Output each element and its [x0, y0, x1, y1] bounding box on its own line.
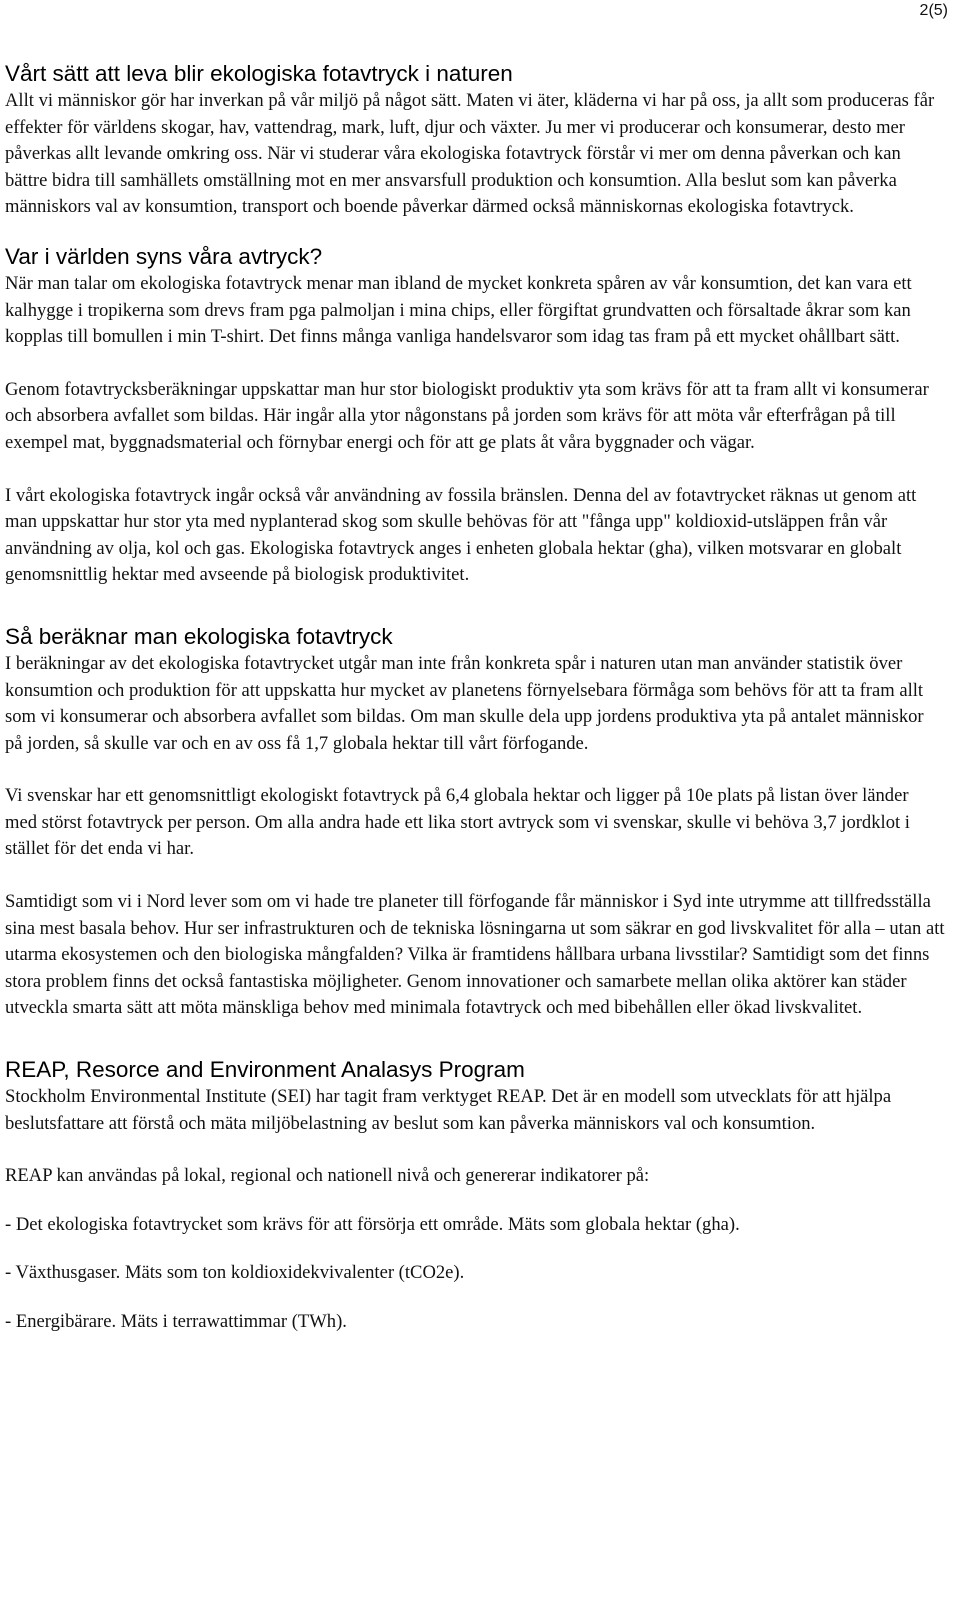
section-heading: Var i världen syns våra avtryck? — [5, 243, 323, 269]
paragraph: Vi svenskar har ett genomsnittligt ekologiskt fotavtryck på 6,4 globala hektar och ligger på 10e plats på listan över länder med störst fotavtryck per person. Om alla andra hade ett lika stort avtryck som vi svenskar, skulle vi behöva 3,7 jordklot i stället för det enda vi har. — [5, 785, 910, 860]
document-body — [5, 60, 945, 1336]
list-item: - Växthusgaser. Mäts som ton koldioxidekvivalenter (tCO2e). — [5, 1262, 465, 1284]
section-reap — [5, 1056, 945, 1336]
section-where-in-world — [5, 243, 945, 589]
section-heading: REAP, Resorce and Environment Analasys Program — [5, 1057, 525, 1083]
page-number: 2(5) — [919, 2, 948, 19]
section-heading: Vårt sätt att leva blir ekologiska fotavtryck i naturen — [5, 61, 513, 86]
list-item: - Energibärare. Mäts i terrawattimmar (TWh). — [5, 1311, 347, 1332]
paragraph: Allt vi människor gör har inverkan på vår miljö på något sätt. Maten vi äter, kläderna vi har på oss, ja allt som produceras får effekter för världens skogar, hav, vattendrag, mark, luft, djur och växter. Ju mer vi producerar och konsumerar, desto mer påverkas allt levande omkring oss. När vi studerar våra ekologiska fotavtryck förstår vi mer om denna påverkan och kan bättre bidra till samhällets omställning mot en mer ansvarsfull produktion och konsumtion. Alla beslut som kan påverka människors val av konsumtion, transport och boende påverkar därmed också människornas ekologiska fotavtryck. — [5, 90, 935, 218]
paragraph: I vårt ekologiska fotavtryck ingår också vår användning av fossila bränslen. Denna del av fotavtrycket räknas ut genom att man uppskattar hur stor yta med nyplanterad skog som skulle behövas för att "fånga upp" koldioxid-utsläppen från vår användning av olja, kol och gas. Ekologiska fotavtryck anges i enheten globala hektar (gha), vilken motsvarar en globalt genomsnittlig hektar med avseende på biologisk produktivitet. — [5, 484, 917, 586]
paragraph: När man talar om ekologiska fotavtryck menar man ibland de mycket konkreta spåren av vår konsumtion, det kan vara ett kalhygge i tropikerna som drevs fram pga palmoljan i mina chips, eller förgiftat grundvatten och försaltade åkrar som kan kopplas till bomullen i min T-shirt. Det finns många vanliga handelsvaror som idag tas fram på ett mycket ohållbart sätt. — [5, 272, 912, 348]
paragraph: Stockholm Environmental Institute (SEI) har tagit fram verktyget REAP. Det är en modell som utvecklats för att hjälpa beslutsfattare att förstå och mäta miljöbelastning av beslut som kan påverka människors val och konsumtion. — [5, 1086, 892, 1134]
section-how-to-calculate — [5, 623, 945, 1022]
paragraph: REAP kan användas på lokal, regional och nationell nivå och genererar indikatorer på: — [5, 1165, 650, 1187]
list-item: - Det ekologiska fotavtrycket som krävs för att försörja ett område. Mäts som globala hektar (gha). — [5, 1213, 740, 1235]
section-ecological-footprint — [5, 60, 945, 221]
section-heading: Så beräknar man ekologiska fotavtryck — [5, 623, 393, 649]
paragraph: I beräkningar av det ekologiska fotavtrycket utgår man inte från konkreta spår i naturen utan man använder statistik över konsumtion och produktion för att uppskatta hur mycket av planetens förnyelsebara förmåga som behövs för att ta fram allt som vi konsumerar och absorbera avfallet som bildas. Om man skulle dela upp jordens produktiva yta på antalet människor på jorden, så skulle var och en av oss få 1,7 globala hektar till vårt förfogande. — [5, 652, 924, 754]
paragraph: Genom fotavtrycksberäkningar uppskattar man hur stor biologiskt produktiv yta som krävs för att ta fram allt vi konsumerar och absorbera avfallet som bildas. Här ingår alla ytor någonstans på jorden som krävs för att möta vår efterfrågan på till exempel mat, byggnadsmaterial och förnybar energi och för att ge plats åt våra byggnader och vägar. — [5, 378, 929, 453]
paragraph: Samtidigt som vi i Nord lever som om vi hade tre planeter till förfogande får människor i Syd inte utrymme att tillfredsställa sina mest basala behov. Hur ser infrastrukturen och de tekniska lösningarna ut som säkrar en god livskvalitet för alla – utan att utarma ekosystemen och den biologiska mångfalden? Vilka är framtidens hållbara urbana livsstilar? Samtidigt som det finns stora problem finns det också fantastiska möjligheter. Genom innovationer och samarbete mellan olika aktörer kan städer utveckla smarta sätt att möta mänskliga behov med minimala fotavtryck och med bibehållen eller ökad livskvalitet. — [5, 891, 945, 1019]
